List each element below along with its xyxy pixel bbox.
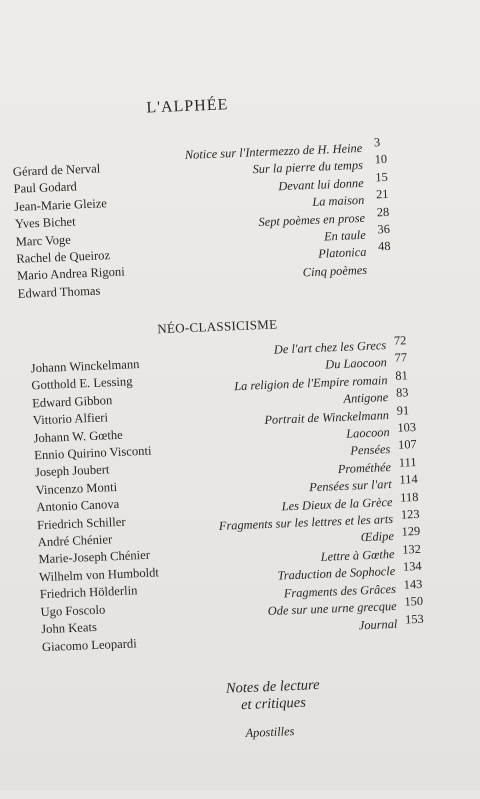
work-title: Notice sur l'Intermezzo de H. Heine [184,140,363,163]
page-number: 143 [403,576,423,592]
page-number: 83 [395,385,409,400]
section-title-alphee: L'ALPHÉE [146,96,229,117]
work-title: Laocoon [345,425,390,441]
work-title: Les Dieux de la Grèce [281,494,393,514]
page-number: 118 [399,489,419,505]
page-number: 72 [393,333,407,348]
page-number: 132 [402,541,422,557]
work-title: En taule [323,227,366,244]
page-number: 103 [397,419,417,435]
author-name: Wilhelm von Humboldt [38,565,160,585]
author-name: Vittorio Alfieri [32,410,109,428]
author-name: Edward Thomas [17,283,101,301]
alphee-authors [13,160,126,303]
author-name: Gotthold E. Lessing [31,374,133,393]
page-number: 111 [398,454,417,470]
author-name: Yves Bichet [14,214,76,232]
author-name: Johann W. Gœthe [33,427,123,445]
author-name: Marie-Joseph Chénier [38,548,151,567]
work-title: Journal [358,616,398,632]
notes-line: Notes de lecture [225,677,320,697]
page-number: 48 [377,239,391,254]
alphee-pages [374,134,391,256]
author-name: Edward Gibbon [31,392,113,411]
page-number: 15 [375,169,389,185]
author-name: André Chénier [37,532,113,550]
author-name: Jean-Marie Gleize [13,196,108,214]
work-title: Lettre à Gœthe [320,546,395,564]
neo-titles [212,337,398,640]
work-title: Du Laocoon [324,355,388,372]
author-name: Antonio Canova [36,497,120,515]
work-title: Cinq poèmes [302,262,368,280]
page-number: 150 [404,593,424,609]
work-title: Antigone [343,390,389,407]
page-number: 107 [397,437,417,453]
page-number: 134 [402,559,422,574]
notes-line: et critiques [240,694,307,714]
work-title: Fragments sur les lettres et les arts [218,512,394,534]
author-name: Giacomo Leopardi [41,635,137,654]
page-number: 114 [399,472,418,487]
work-title: La maison [312,193,365,210]
author-name: Ugo Foscolo [40,602,106,619]
page-number: 77 [394,350,408,366]
author-name: John Keats [40,620,98,637]
work-title: Prométhée [337,459,392,476]
neo-pages [394,332,424,628]
author-name: Marc Voge [15,232,72,249]
work-title: Sur la pierre du temps [252,158,364,177]
work-title: Pensées [350,442,391,459]
author-name: Gérard de Nerval [12,161,101,179]
author-name: Friedrich Schiller [36,514,126,532]
author-name: Friedrich Hölderlin [39,583,138,602]
page-number: 129 [401,524,421,540]
notes-heading [207,676,338,715]
author-name: Ennio Quirino Visconti [33,443,152,463]
work-title: Portrait de Winckelmann [264,407,390,427]
page-number: 28 [376,204,390,219]
page-number: 81 [395,368,409,383]
author-name: Paul Godard [13,179,78,197]
author-name: Johann Winckelmann [30,357,140,376]
work-title: Pensées sur l'art [308,477,392,495]
page-number: 36 [377,221,391,237]
apostilles-heading: Apostilles [245,724,295,741]
author-name: Mario Andrea Rigoni [16,264,125,284]
work-title: Fragments des Grâces [283,581,397,601]
alphee-titles [185,140,368,286]
work-title: Traduction de Sophocle [277,564,396,583]
work-title: La religion de l'Empire romain [233,372,388,394]
neo-authors [30,356,162,656]
page-number: 21 [375,187,389,202]
section-title-neo-classicisme: NÉO-CLASSICISME [156,316,278,337]
page-number: 10 [374,152,388,167]
page-number: 91 [396,402,410,418]
page-number: 3 [373,135,381,150]
work-title: Œdipe [360,529,395,545]
work-title: Devant lui donne [278,175,364,194]
work-title: Platonica [317,245,367,262]
work-title: Ode sur une urne grecque [267,598,397,619]
page-number: 123 [400,506,420,522]
page-number: 153 [404,611,424,627]
work-title: De l'art chez les Grecs [273,338,387,357]
author-name: Joseph Joubert [34,462,110,480]
author-name: Rachel de Queiroz [16,248,111,266]
work-title: Sept poèmes en prose [258,210,366,229]
author-name: Vincenzo Monti [35,479,118,498]
